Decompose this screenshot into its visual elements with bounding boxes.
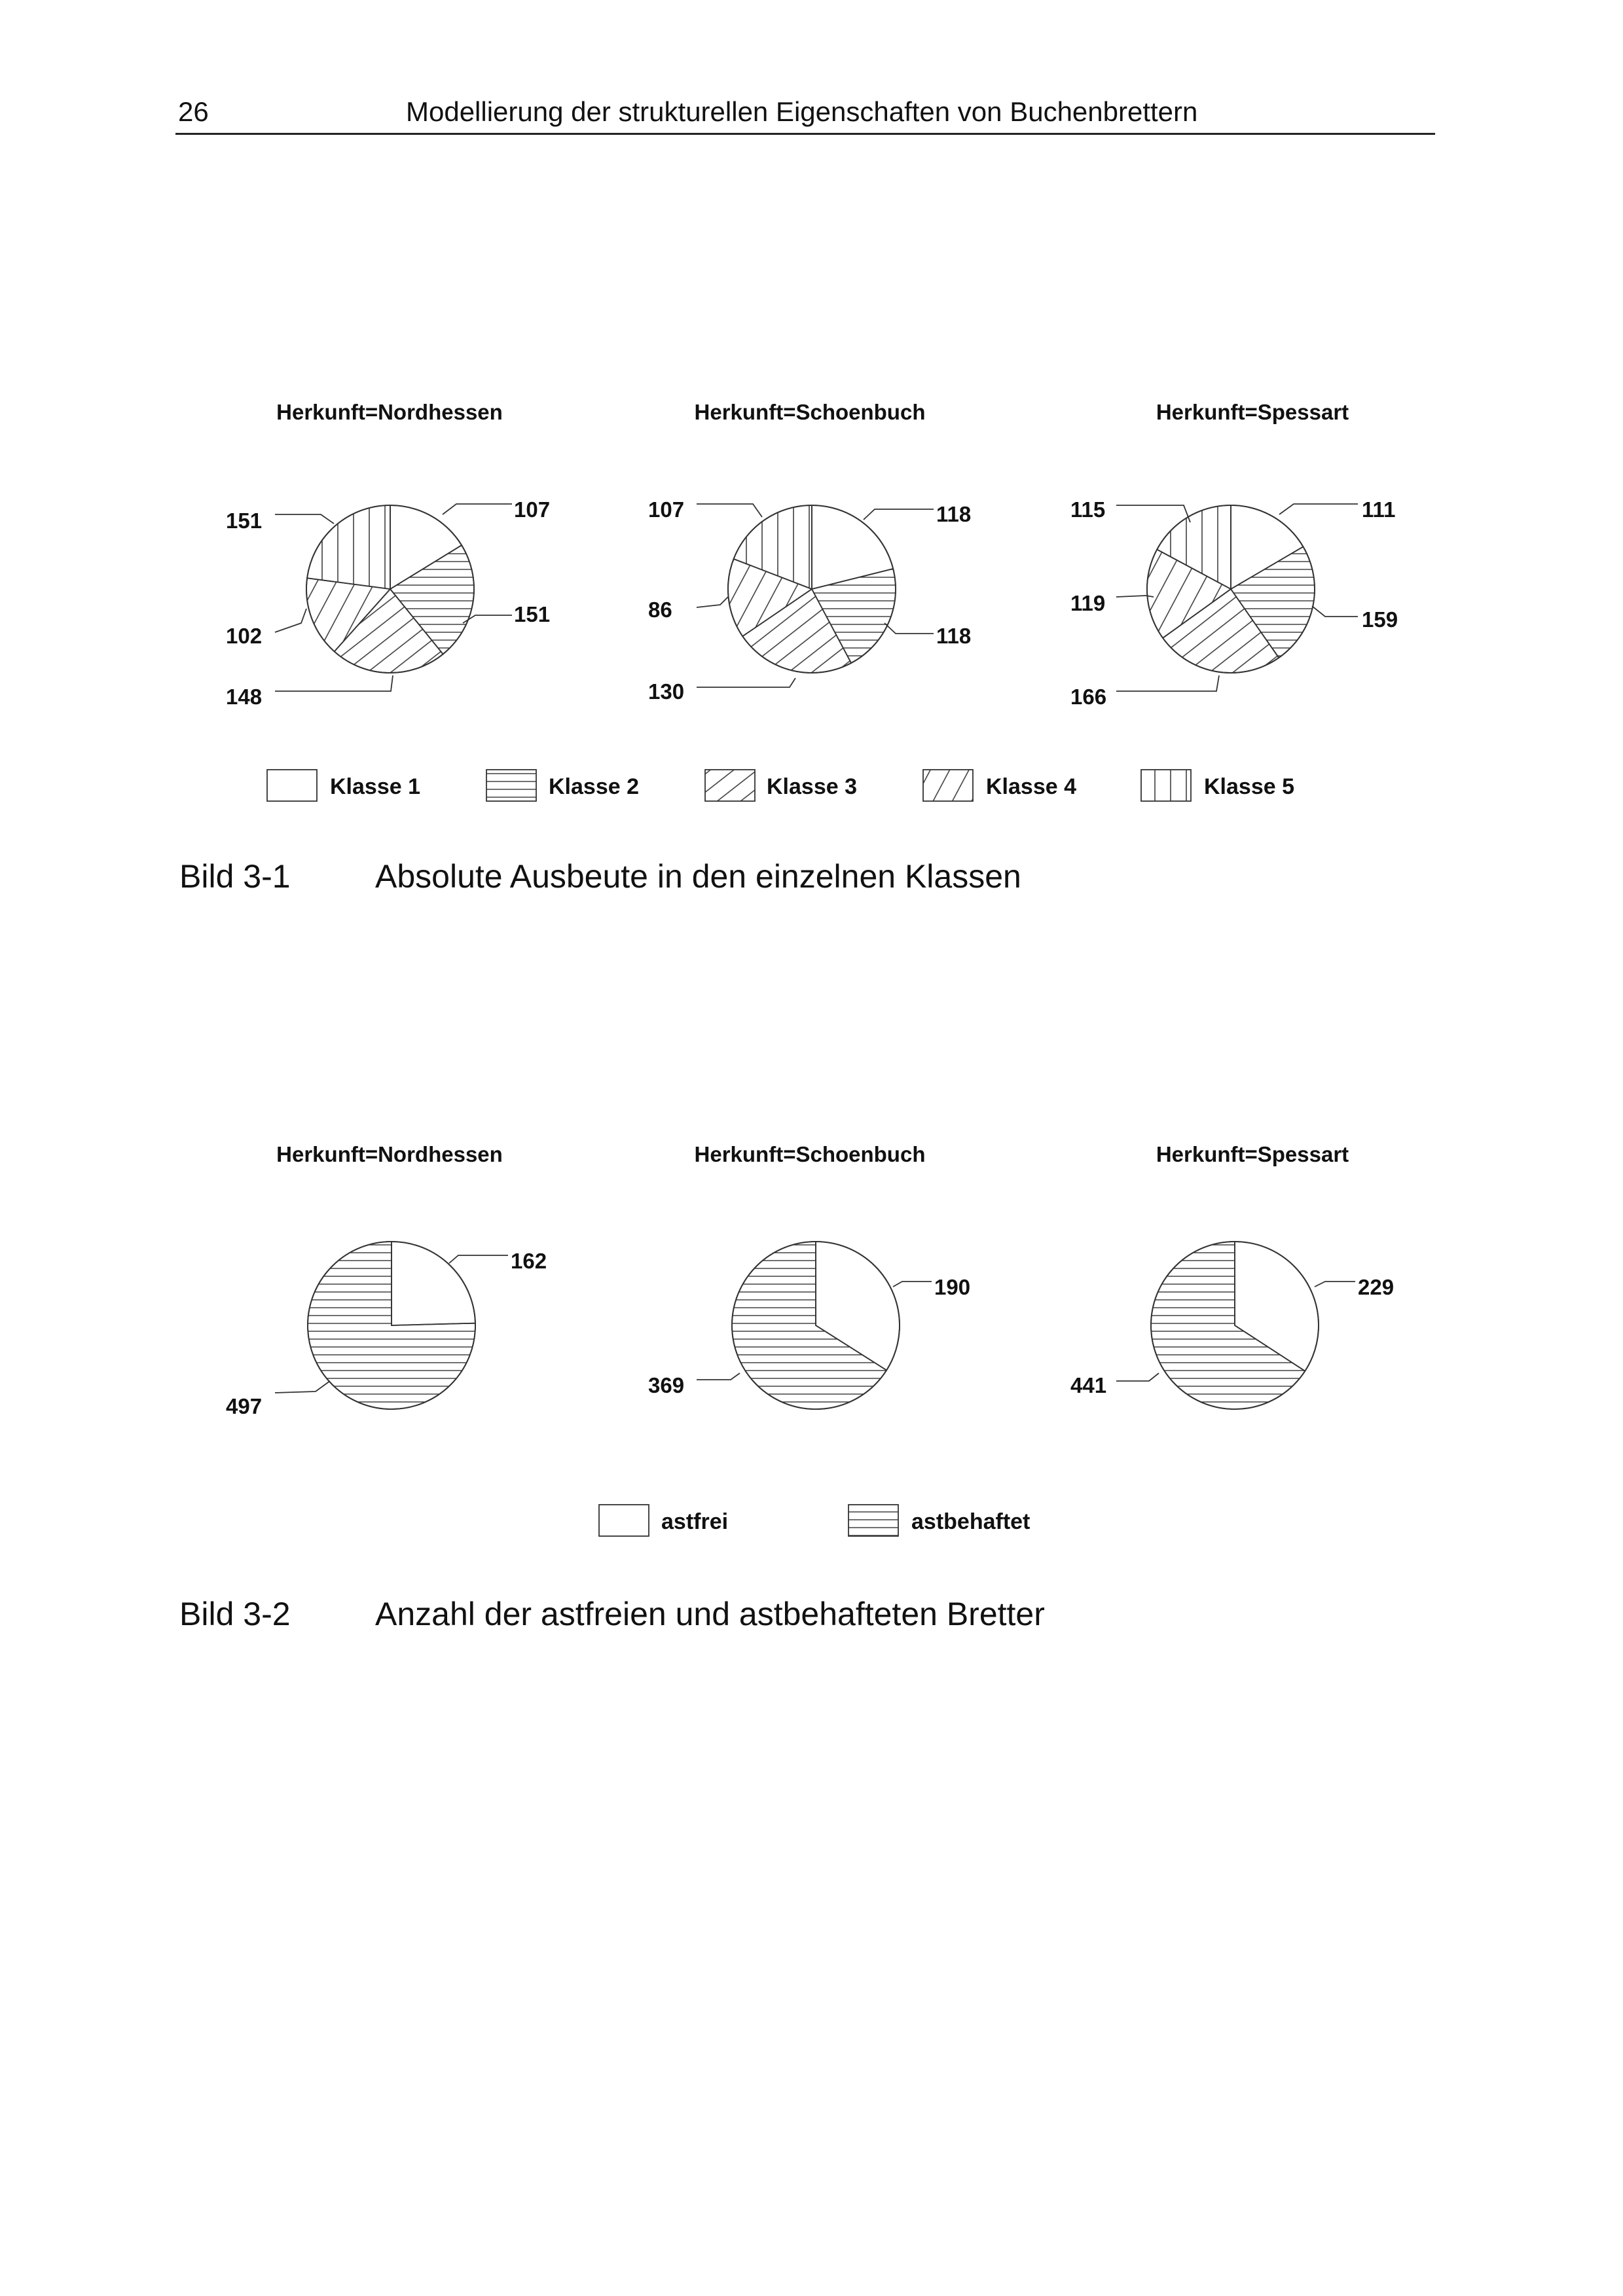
figure-1-caption-label: Bild 3-1: [179, 858, 291, 895]
fig2-legend-label-astfrei: astfrei: [661, 1509, 729, 1534]
fig1-herkunft-spessart-leader-klasse-2: [1312, 606, 1358, 617]
fig1-pie-title-herkunft-schoenbuch: Herkunft=Schoenbuch: [694, 400, 926, 424]
fig1-herkunft-schoenbuch-value-klasse-3: 130: [648, 679, 685, 704]
fig2-legend-swatch-astbehaftet: [848, 1505, 898, 1536]
fig1-legend-label-klasse-1: Klasse 1: [330, 774, 420, 799]
fig1-herkunft-nordhessen-value-klasse-3: 148: [226, 685, 263, 709]
fig1-herkunft-nordhessen-slice-klasse-5: [307, 505, 390, 589]
fig1-herkunft-spessart-value-klasse-1: 111: [1362, 497, 1396, 522]
figure-2-caption-label: Bild 3-2: [179, 1596, 291, 1632]
fig1-herkunft-schoenbuch-leader-klasse-2: [884, 623, 934, 634]
fig1-herkunft-nordhessen-leader-klasse-2: [463, 615, 512, 623]
fig2-legend-swatch-astfrei: [599, 1505, 649, 1536]
fig1-herkunft-spessart-value-klasse-3: 166: [1070, 685, 1107, 709]
fig1-herkunft-nordhessen-value-klasse-1: 107: [514, 497, 551, 522]
page-number: 26: [178, 96, 209, 127]
fig1-herkunft-spessart-value-klasse-2: 159: [1362, 607, 1398, 632]
fig1-herkunft-spessart-leader-klasse-5: [1116, 505, 1190, 522]
fig1-herkunft-nordhessen-value-klasse-5: 151: [226, 509, 263, 533]
fig1-pie-title-herkunft-spessart: Herkunft=Spessart: [1156, 400, 1349, 424]
fig1-herkunft-nordhessen-leader-klasse-3: [275, 675, 393, 691]
fig1-legend-label-klasse-5: Klasse 5: [1204, 774, 1294, 799]
fig1-herkunft-schoenbuch-leader-klasse-4: [697, 597, 728, 607]
fig1-herkunft-schoenbuch-value-klasse-2: 118: [936, 624, 972, 648]
figure-2-caption-text: Anzahl der astfreien und astbehafteten Bretter: [375, 1596, 1045, 1632]
fig1-herkunft-spessart-leader-klasse-1: [1279, 504, 1358, 514]
fig2-herkunft-spessart-value-astfrei: 229: [1358, 1275, 1395, 1299]
figure-2-charts: [226, 1142, 1394, 1536]
fig2-legend-label-astbehaftet: astbehaftet: [911, 1509, 1030, 1534]
fig1-herkunft-nordhessen-value-klasse-2: 151: [514, 602, 551, 626]
fig1-legend-swatch-klasse-5: [1141, 770, 1191, 801]
fig1-herkunft-schoenbuch-leader-klasse-3: [697, 678, 795, 687]
fig2-pie-title-herkunft-nordhessen: Herkunft=Nordhessen: [276, 1142, 503, 1166]
figure-1-caption-text: Absolute Ausbeute in den einzelnen Klassen: [375, 858, 1021, 895]
fig1-legend-swatch-klasse-2: [486, 770, 536, 801]
fig2-herkunft-nordhessen-value-astbehaftet: 497: [226, 1394, 263, 1418]
figure-1-charts: [226, 400, 1398, 801]
fig2-herkunft-nordhessen-leader-astbehaftet: [275, 1381, 330, 1393]
fig1-herkunft-spessart-value-klasse-5: 115: [1070, 497, 1106, 522]
fig2-herkunft-schoenbuch-value-astfrei: 190: [934, 1275, 971, 1299]
fig2-herkunft-spessart-leader-astfrei: [1315, 1282, 1355, 1287]
fig2-herkunft-spessart-leader-astbehaftet: [1116, 1373, 1159, 1381]
fig1-herkunft-spessart-leader-klasse-3: [1116, 675, 1219, 691]
fig1-pie-title-herkunft-nordhessen: Herkunft=Nordhessen: [276, 400, 503, 424]
fig1-legend-label-klasse-3: Klasse 3: [767, 774, 857, 799]
fig1-legend-label-klasse-2: Klasse 2: [549, 774, 639, 799]
fig2-herkunft-nordhessen-value-astfrei: 162: [511, 1249, 547, 1273]
fig1-herkunft-nordhessen-value-klasse-4: 102: [226, 624, 263, 648]
fig2-herkunft-nordhessen-slice-astfrei: [392, 1242, 475, 1325]
fig1-herkunft-spessart-value-klasse-4: 119: [1070, 591, 1106, 615]
fig1-herkunft-schoenbuch-leader-klasse-5: [697, 504, 762, 517]
fig2-herkunft-spessart-value-astbehaftet: 441: [1070, 1373, 1107, 1397]
fig2-herkunft-schoenbuch-value-astbehaftet: 369: [648, 1373, 685, 1397]
fig1-herkunft-nordhessen-leader-klasse-5: [275, 514, 334, 524]
running-title: Modellierung der strukturellen Eigenschaften von Buchenbrettern: [406, 96, 1198, 127]
fig2-pie-title-herkunft-schoenbuch: Herkunft=Schoenbuch: [694, 1142, 926, 1166]
fig1-legend-swatch-klasse-3: [705, 770, 755, 801]
fig1-herkunft-schoenbuch-value-klasse-4: 86: [648, 598, 672, 622]
fig1-legend-swatch-klasse-1: [267, 770, 317, 801]
fig1-herkunft-schoenbuch-value-klasse-5: 107: [648, 497, 685, 522]
fig1-herkunft-schoenbuch-leader-klasse-1: [864, 509, 934, 520]
fig1-herkunft-nordhessen-leader-klasse-1: [443, 504, 512, 514]
fig1-legend-label-klasse-4: Klasse 4: [986, 774, 1076, 799]
fig1-herkunft-schoenbuch-value-klasse-1: 118: [936, 502, 972, 526]
fig1-legend-swatch-klasse-4: [923, 770, 973, 801]
fig1-herkunft-nordhessen-leader-klasse-4: [275, 609, 306, 632]
fig2-herkunft-schoenbuch-leader-astfrei: [893, 1282, 932, 1287]
fig2-herkunft-nordhessen-leader-astfrei: [449, 1255, 508, 1263]
fig2-herkunft-schoenbuch-leader-astbehaftet: [697, 1373, 740, 1380]
fig2-pie-title-herkunft-spessart: Herkunft=Spessart: [1156, 1142, 1349, 1166]
